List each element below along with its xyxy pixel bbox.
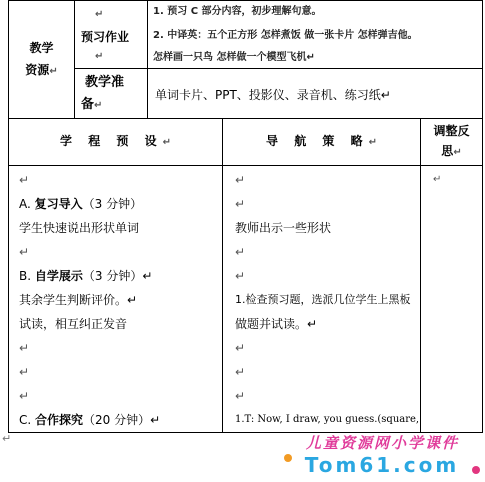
teaching-resources-label: [9, 1, 75, 119]
prep-text: 单词卡片、PPT、投影仪、录音机、练习纸↵: [155, 88, 391, 102]
prep-label-mark: ↵: [94, 100, 103, 111]
left-line-3: 学生快速说出形状单词: [19, 221, 140, 235]
left-line-11: C. 合作探究（20 分钟）↵: [19, 413, 161, 427]
left-line-8: ↵: [19, 341, 30, 355]
left-line-9: ↵: [19, 365, 30, 379]
resources-label-mark: ↵: [49, 65, 58, 77]
preview-label-cell: [75, 1, 418, 69]
logo-tagline: 儿童资源网小学课件: [305, 434, 459, 452]
site-logo: [280, 432, 485, 478]
header-col1-text: 学 程 预 设: [60, 134, 163, 148]
prep-label-line2: 备: [81, 97, 95, 112]
preview-line-2: 2. 中译英：五个正方形 怎样煮饭 做一张卡片 怎样弹吉他。: [153, 30, 418, 41]
logo-wordmark-graphic: [280, 452, 485, 478]
header-col2-text: 导 航 策 略: [266, 134, 369, 148]
page-corner-mark: ↵: [2, 432, 12, 445]
left-line-4: ↵: [19, 245, 30, 259]
preview-line-1: 1. 预习 C 部分内容，初步理解句意。: [153, 6, 322, 17]
left-line-6: 其余学生判断评价。↵: [19, 293, 138, 307]
reflection-column: [421, 166, 483, 433]
prep-label-line1: 教学准: [85, 75, 125, 90]
preview-label: 预习作业: [81, 30, 130, 44]
prep-label-cell: [75, 69, 391, 119]
mid-line-3: 教师出示一些形状: [235, 221, 332, 235]
left-line-1: ↵: [19, 173, 30, 187]
lesson-plan-table: [8, 0, 483, 433]
resources-label-line2: 资源: [25, 62, 50, 77]
left-line-7: 试读，相互纠正发音: [19, 317, 128, 331]
mid-line-1: ↵: [235, 173, 246, 187]
header-col3-line2: 思: [441, 144, 454, 158]
header-col3-line1: 调整反: [433, 124, 470, 138]
mid-line-8: ↵: [235, 341, 246, 355]
preview-bottom-mark: ↵: [95, 51, 104, 62]
logo-wordmark-text: Tom61.com: [304, 453, 460, 477]
navigation-strategy-column: [223, 166, 421, 433]
logo-dot-1: [284, 454, 292, 462]
mid-line-7: 做题并试读。↵: [235, 317, 318, 331]
logo-wordmark: [280, 452, 485, 478]
left-line-5: B. 自学展示（3 分钟）↵: [19, 269, 153, 283]
mid-line-5: ↵: [235, 269, 246, 283]
logo-dot-2: [472, 466, 480, 474]
mid-line-2: ↵: [235, 197, 246, 211]
left-line-10: ↵: [19, 389, 30, 403]
resources-label-line1: 教学: [29, 40, 54, 55]
header-learning-process: 学 程 预 设↵: [9, 119, 223, 166]
mid-line-9: ↵: [235, 365, 246, 379]
mid-line-6: 1.检查预习题，选派几位学生上黑板: [235, 293, 411, 306]
header-navigation-strategy: 导 航 策 略↵: [223, 119, 421, 166]
mid-line-4: ↵: [235, 245, 246, 259]
reflection-mark: ↵: [433, 174, 442, 185]
header-reflection: 调整反 思↵: [421, 119, 483, 166]
preview-line-3: 怎样画一只鸟 怎样做一个模型飞机↵: [153, 52, 315, 63]
mid-line-10: ↵: [235, 389, 246, 403]
learning-process-column: [9, 166, 223, 433]
preview-top-mark: ↵: [95, 9, 104, 20]
mid-line-11: 1.T: Now, I draw, you guess.(square,: [235, 414, 420, 425]
left-line-2: A. 复习导入（3 分钟）: [19, 197, 143, 211]
